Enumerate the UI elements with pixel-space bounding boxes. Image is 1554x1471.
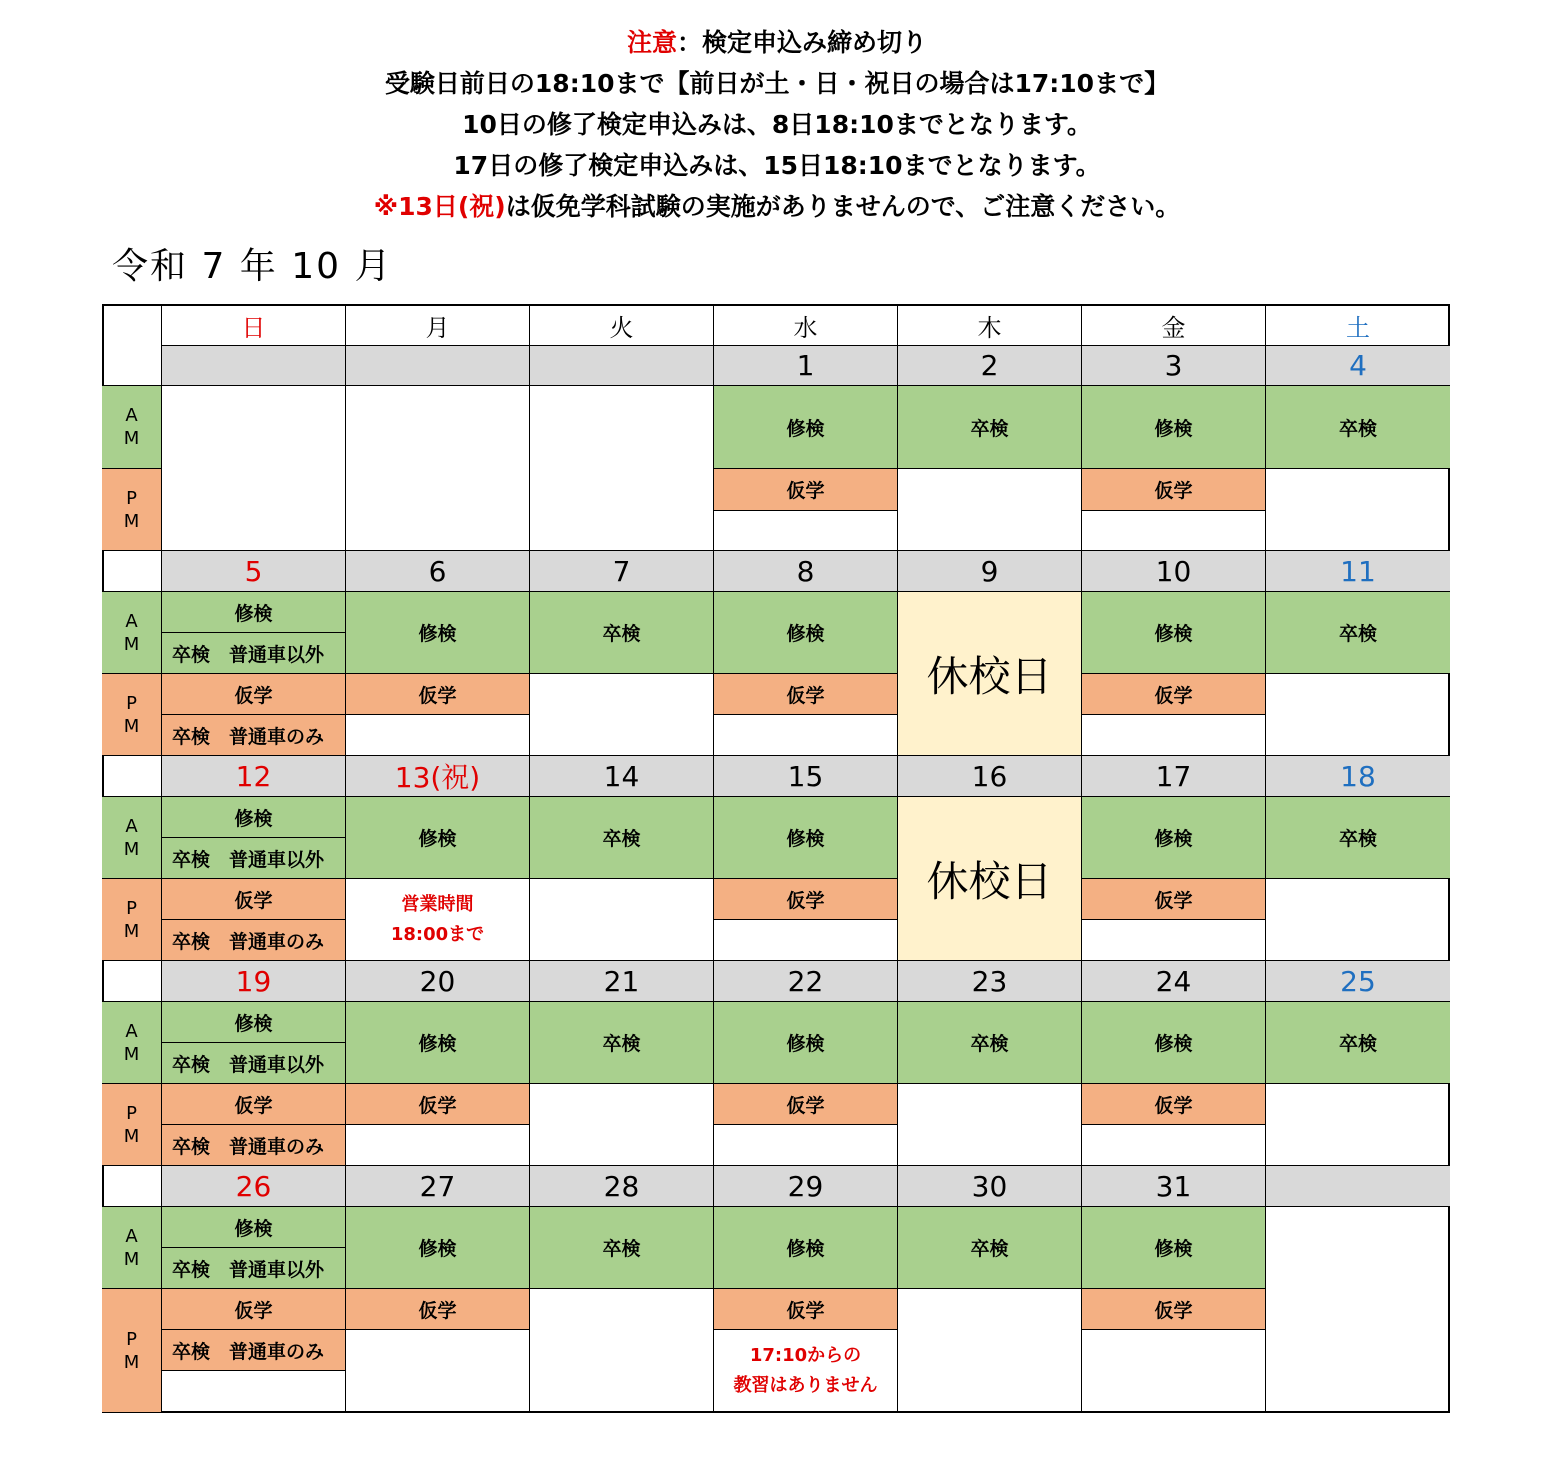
week-4-date-7: 25 <box>1266 961 1450 1002</box>
week-1-date-3 <box>530 346 714 386</box>
week-1-am-label-line-2: M <box>123 428 140 449</box>
week-4-date-1: 19 <box>162 961 346 1002</box>
week-3-label-blank <box>102 756 162 797</box>
week-4-am-label-line-1: A <box>125 1020 138 1042</box>
week-3-col-3-am-sotsuken: 卒検 <box>530 797 714 879</box>
week-3-col-6-pm-karigaku: 仮学 <box>1082 879 1266 920</box>
week-2-date-7: 11 <box>1266 551 1450 592</box>
week-2-date-1: 5 <box>162 551 346 592</box>
weekday-header-5: 木 <box>898 306 1082 346</box>
week-2-col-3-am-sotsuken: 卒検 <box>530 592 714 674</box>
week-5-am-label-line-1: A <box>125 1225 138 1247</box>
week-3-col-2-am-shuken: 修検 <box>346 797 530 879</box>
week-3-pm-label <box>102 879 162 961</box>
week-5-date-4: 29 <box>714 1166 898 1207</box>
week-4-col-4-am-shuken: 修検 <box>714 1002 898 1084</box>
week-1-col-3-empty <box>530 386 714 551</box>
week-5-col-3-pm-empty <box>530 1289 714 1412</box>
week-1-col-4-pm-karigaku: 仮学 <box>714 469 898 511</box>
week-4-label-blank <box>102 961 162 1002</box>
week-1-col-6-pm-karigaku: 仮学 <box>1082 469 1266 511</box>
week-3-col-1-am-sotsuken-other: 卒検 普通車以外 <box>162 838 346 879</box>
week-3-pm-label-line-1: P <box>126 897 137 919</box>
week-4-pm-label-line-2: M <box>123 1125 140 1147</box>
week-1-date-6: 3 <box>1082 346 1266 386</box>
week-5-date-6: 31 <box>1082 1166 1266 1207</box>
week-2-col-5-closed-day: 休校日 <box>898 592 1082 756</box>
week-5-date-3: 28 <box>530 1166 714 1207</box>
week-5-col-7-empty <box>1266 1207 1450 1412</box>
week-5-date-2: 27 <box>346 1166 530 1207</box>
week-5-col-1-pm-sotsuken-only: 卒検 普通車のみ <box>162 1330 346 1371</box>
week-3-col-4-pm-empty <box>714 920 898 961</box>
calendar-grid <box>102 304 1450 1413</box>
corner-blank <box>102 306 162 386</box>
week-4-pm-label-line-1: P <box>126 1102 137 1124</box>
week-1-col-1-empty <box>162 386 346 551</box>
week-3-col-3-pm-empty <box>530 879 714 961</box>
week-5-pm-label-line-1: P <box>126 1328 137 1350</box>
notice-line-1 <box>0 22 1554 63</box>
week-2-am-label-line-1: A <box>125 610 138 632</box>
week-1-am-label-line-1: A <box>125 405 138 426</box>
week-5-col-2-am-shuken: 修検 <box>346 1207 530 1289</box>
calendar-title: 令和 7 年 10 月 <box>112 246 393 287</box>
week-3-col-4-pm-karigaku: 仮学 <box>714 879 898 920</box>
week-5-am-label-line-2: M <box>123 1248 140 1270</box>
week-1-date-5: 2 <box>898 346 1082 386</box>
week-1-col-4-pm-empty <box>714 511 898 551</box>
week-1-date-2 <box>346 346 530 386</box>
week-2-am-label-line-2: M <box>123 633 140 655</box>
week-4-col-6-pm-empty <box>1082 1125 1266 1166</box>
week-4-am-label <box>102 1002 162 1084</box>
week-5-date-5: 30 <box>898 1166 1082 1207</box>
week-3-am-label-line-2: M <box>123 838 140 860</box>
week-1-date-1 <box>162 346 346 386</box>
week-1-col-5-pm-empty <box>898 469 1082 551</box>
week-3-col-6-pm-empty <box>1082 920 1266 961</box>
week-1-col-7-pm-empty <box>1266 469 1450 551</box>
week-2-col-4-pm-karigaku: 仮学 <box>714 674 898 715</box>
week-2-date-3: 7 <box>530 551 714 592</box>
week-2-col-4-pm-empty <box>714 715 898 756</box>
notice-line-5 <box>0 186 1554 227</box>
week-4-date-4: 22 <box>714 961 898 1002</box>
week-5-col-1-pm-empty <box>162 1371 346 1412</box>
week-5-col-5-am-sotsuken: 卒検 <box>898 1207 1082 1289</box>
week-3-am-label <box>102 797 162 879</box>
week-2-date-2: 6 <box>346 551 530 592</box>
week-2-col-1-am-sotsuken-other: 卒検 普通車以外 <box>162 633 346 674</box>
week-3-col-4-am-shuken: 修検 <box>714 797 898 879</box>
week-5-col-1-am-sotsuken-other: 卒検 普通車以外 <box>162 1248 346 1289</box>
week-4-col-5-am-sotsuken: 卒検 <box>898 1002 1082 1084</box>
week-1-col-5-am-sotsuken: 卒検 <box>898 386 1082 469</box>
week-5-col-2-pm-empty <box>346 1330 530 1412</box>
week-3-am-label-line-1: A <box>125 815 138 837</box>
week-1-col-7-am-sotsuken: 卒検 <box>1266 386 1450 469</box>
week-3-date-4: 15 <box>714 756 898 797</box>
week-4-col-1-am-sotsuken-other: 卒検 普通車以外 <box>162 1043 346 1084</box>
week-1-col-6-pm-empty <box>1082 511 1266 551</box>
week-4-date-2: 20 <box>346 961 530 1002</box>
week-2-col-6-am-shuken: 修検 <box>1082 592 1266 674</box>
week-5-am-label <box>102 1207 162 1289</box>
week-1-pm-label-line-1: P <box>126 487 137 509</box>
week-5-col-3-am-sotsuken: 卒検 <box>530 1207 714 1289</box>
week-1-date-7: 4 <box>1266 346 1450 386</box>
week-2-date-5: 9 <box>898 551 1082 592</box>
week-4-date-3: 21 <box>530 961 714 1002</box>
week-5-col-6-pm-empty <box>1082 1330 1266 1412</box>
week-1-date-4: 1 <box>714 346 898 386</box>
notice-block <box>0 22 1554 227</box>
week-3-col-5-closed-day: 休校日 <box>898 797 1082 961</box>
week-2-col-7-pm-empty <box>1266 674 1450 756</box>
week-3-date-6: 17 <box>1082 756 1266 797</box>
week-1-pm-label-line-2: M <box>123 510 140 532</box>
week-5-col-2-pm-karigaku: 仮学 <box>346 1289 530 1330</box>
week-3-col-1-pm-sotsuken-only: 卒検 普通車のみ <box>162 920 346 961</box>
week-4-col-2-pm-empty <box>346 1125 530 1166</box>
week-2-date-4: 8 <box>714 551 898 592</box>
weekday-header-7: 土 <box>1266 306 1450 346</box>
week-5-col-6-pm-karigaku: 仮学 <box>1082 1289 1266 1330</box>
week-2-date-6: 10 <box>1082 551 1266 592</box>
notice-line-4: 17日の修了検定申込みは、15日18:10までとなります。 <box>453 151 1101 180</box>
week-4-col-6-pm-karigaku: 仮学 <box>1082 1084 1266 1125</box>
week-5-date-1: 26 <box>162 1166 346 1207</box>
week-5-col-4-pm-note-no-lessons <box>714 1330 898 1412</box>
week-4-col-7-am-sotsuken: 卒検 <box>1266 1002 1450 1084</box>
week-3-date-7: 18 <box>1266 756 1450 797</box>
week-2-pm-label <box>102 674 162 756</box>
week-3-col-2-pm-note-business-hours-line-2: 18:00まで <box>390 923 485 945</box>
weekday-header-6: 金 <box>1082 306 1266 346</box>
week-1-col-6-am-shuken: 修検 <box>1082 386 1266 469</box>
week-2-col-3-pm-empty <box>530 674 714 756</box>
week-4-col-7-pm-empty <box>1266 1084 1450 1166</box>
week-1-am-label <box>102 386 162 469</box>
weekday-header-2: 月 <box>346 306 530 346</box>
week-4-col-3-pm-empty <box>530 1084 714 1166</box>
week-3-col-2-pm-note-business-hours <box>346 879 530 961</box>
week-4-col-2-am-shuken: 修検 <box>346 1002 530 1084</box>
week-3-col-1-pm-karigaku: 仮学 <box>162 879 346 920</box>
week-2-col-2-am-shuken: 修検 <box>346 592 530 674</box>
week-3-col-2-pm-note-business-hours-line-1: 営業時間 <box>401 893 474 915</box>
week-1-col-2-empty <box>346 386 530 551</box>
week-3-date-1: 12 <box>162 756 346 797</box>
notice-line-2: 受験日前日の18:10まで【前日が土・日・祝日の場合は17:10まで】 <box>384 69 1170 98</box>
week-4-col-5-pm-empty <box>898 1084 1082 1166</box>
week-5-label-blank <box>102 1166 162 1207</box>
week-2-col-1-pm-sotsuken-only: 卒検 普通車のみ <box>162 715 346 756</box>
week-2-pm-label-line-2: M <box>123 715 140 737</box>
week-5-pm-label-line-2: M <box>123 1351 140 1373</box>
week-2-col-7-am-sotsuken: 卒検 <box>1266 592 1450 674</box>
week-2-col-6-pm-karigaku: 仮学 <box>1082 674 1266 715</box>
week-2-col-2-pm-empty <box>346 715 530 756</box>
week-3-col-1-am-shuken: 修検 <box>162 797 346 838</box>
week-4-pm-label <box>102 1084 162 1166</box>
week-1-pm-label <box>102 469 162 551</box>
weekday-header-1: 日 <box>162 306 346 346</box>
week-2-col-6-pm-empty <box>1082 715 1266 756</box>
week-1-col-4-am-shuken: 修検 <box>714 386 898 469</box>
week-4-col-1-am-shuken: 修検 <box>162 1002 346 1043</box>
week-5-col-4-pm-note-no-lessons-line-2: 教習はありません <box>733 1375 878 1396</box>
week-4-col-1-pm-sotsuken-only: 卒検 普通車のみ <box>162 1125 346 1166</box>
week-2-col-1-am-shuken: 修検 <box>162 592 346 633</box>
week-4-col-4-pm-karigaku: 仮学 <box>714 1084 898 1125</box>
notice-deadline-heading: ：検定申込み締め切り <box>677 28 928 57</box>
week-4-col-1-pm-karigaku: 仮学 <box>162 1084 346 1125</box>
week-4-date-6: 24 <box>1082 961 1266 1002</box>
weekday-header-4: 水 <box>714 306 898 346</box>
week-5-col-5-pm-empty <box>898 1289 1082 1412</box>
week-5-date-7 <box>1266 1166 1450 1207</box>
week-5-col-1-pm-karigaku: 仮学 <box>162 1289 346 1330</box>
week-5-col-4-am-shuken: 修検 <box>714 1207 898 1289</box>
notice-line-3: 10日の修了検定申込みは、8日18:10までとなります。 <box>462 110 1092 139</box>
week-3-date-5: 16 <box>898 756 1082 797</box>
week-3-pm-label-line-2: M <box>123 920 140 942</box>
notice-caution-label: 注意 <box>626 28 677 57</box>
week-2-col-1-pm-karigaku: 仮学 <box>162 674 346 715</box>
week-4-col-6-am-shuken: 修検 <box>1082 1002 1266 1084</box>
week-4-col-2-pm-karigaku: 仮学 <box>346 1084 530 1125</box>
week-2-pm-label-line-1: P <box>126 692 137 714</box>
week-5-col-1-am-shuken: 修検 <box>162 1207 346 1248</box>
week-3-col-6-am-shuken: 修検 <box>1082 797 1266 879</box>
week-2-label-blank <box>102 551 162 592</box>
week-5-pm-label <box>102 1289 162 1412</box>
week-3-date-3: 14 <box>530 756 714 797</box>
week-4-col-3-am-sotsuken: 卒検 <box>530 1002 714 1084</box>
week-3-col-7-pm-empty <box>1266 879 1450 961</box>
week-3-col-7-am-sotsuken: 卒検 <box>1266 797 1450 879</box>
week-2-col-2-pm-karigaku: 仮学 <box>346 674 530 715</box>
week-3-date-2: 13(祝) <box>346 756 530 797</box>
week-2-am-label <box>102 592 162 674</box>
notice-holiday-highlight: ※13日(祝) <box>373 192 506 221</box>
week-2-col-4-am-shuken: 修検 <box>714 592 898 674</box>
week-4-am-label-line-2: M <box>123 1043 140 1065</box>
notice-holiday-text: は仮免学科試験の実施がありませんので、ご注意ください。 <box>505 192 1181 221</box>
week-4-date-5: 23 <box>898 961 1082 1002</box>
week-5-col-4-pm-note-no-lessons-line-1: 17:10からの <box>749 1345 862 1366</box>
week-5-col-6-am-shuken: 修検 <box>1082 1207 1266 1289</box>
week-5-col-4-pm-karigaku: 仮学 <box>714 1289 898 1330</box>
weekday-header-3: 火 <box>530 306 714 346</box>
week-4-col-4-pm-empty <box>714 1125 898 1166</box>
